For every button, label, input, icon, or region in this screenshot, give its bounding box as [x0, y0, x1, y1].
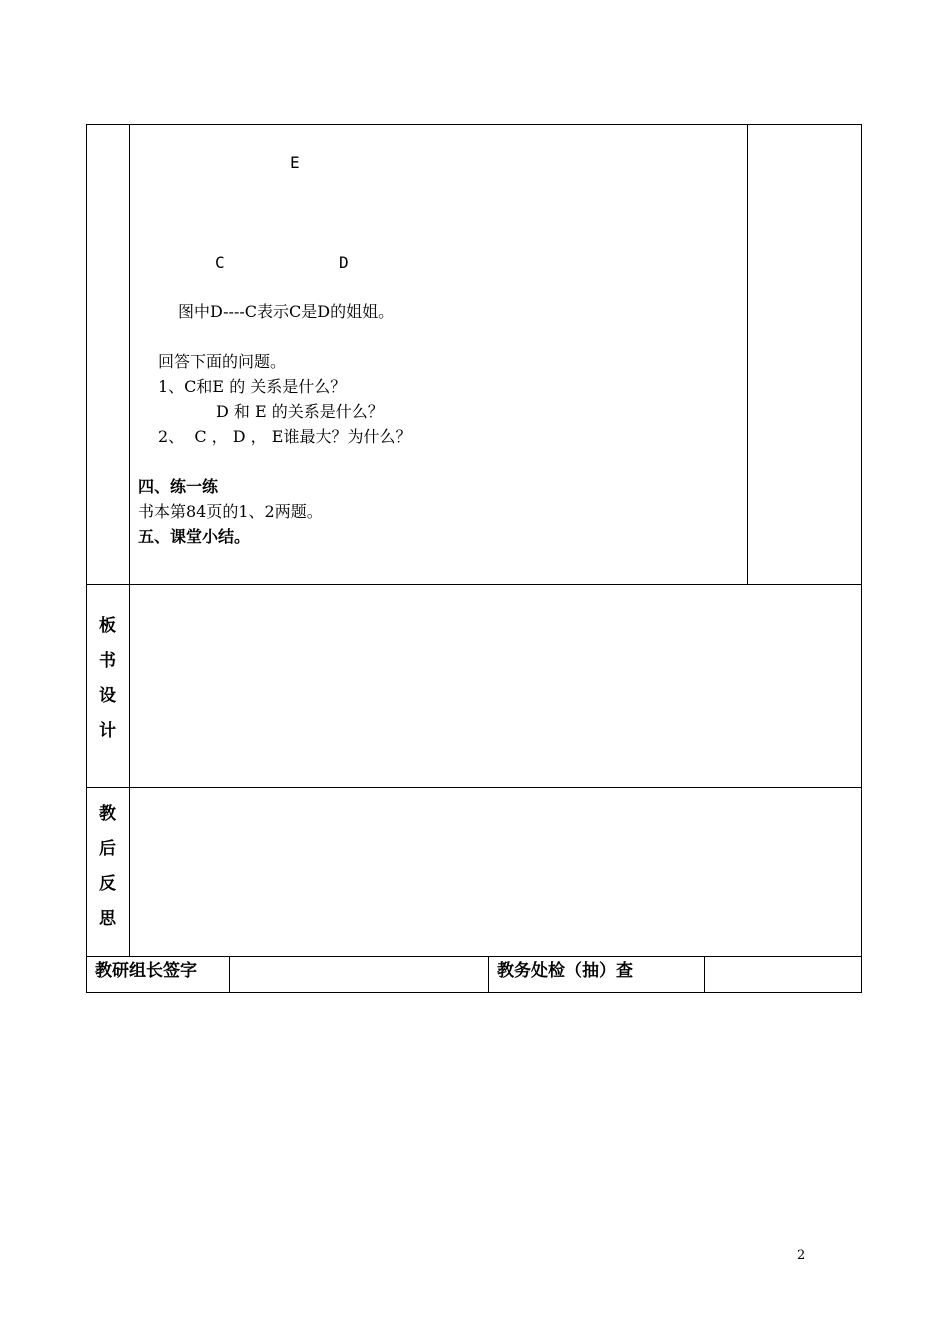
- office-check-label: 教务处检（抽）查: [497, 961, 633, 981]
- leader-signature-label: 教研组长签字: [95, 961, 197, 981]
- board-design-char: 书: [99, 651, 116, 671]
- board-design-char: 设: [99, 686, 116, 706]
- reflection-char: 教: [99, 804, 116, 824]
- diagram-explanation: 图中D----C表示C是D的姐姐。: [178, 302, 395, 321]
- diagram-label-e: E: [290, 153, 300, 172]
- reflection-char: 思: [99, 909, 116, 929]
- reflection-label: [86, 797, 129, 937]
- page-number: 2: [797, 1248, 806, 1263]
- column-divider: [704, 956, 705, 993]
- row-divider: [86, 787, 862, 788]
- question-2: 2、 C ， D ， E谁最大？为什么？: [158, 427, 412, 446]
- question-prompt: 回答下面的问题。: [158, 352, 287, 371]
- column-divider: [747, 124, 748, 584]
- reflection-char: 反: [99, 874, 116, 894]
- diagram-label-d: D: [339, 253, 349, 272]
- section-4-title: 四、练一练: [138, 477, 219, 496]
- board-design-char: 板: [99, 616, 116, 636]
- lesson-plan-table: [86, 124, 862, 993]
- board-design-label: [86, 609, 129, 749]
- column-divider: [229, 956, 230, 993]
- row-divider: [86, 584, 862, 585]
- diagram-label-c: C: [215, 253, 225, 272]
- row-divider: [86, 956, 862, 957]
- reflection-char: 后: [99, 839, 116, 859]
- column-divider: [488, 956, 489, 993]
- section-4-text: 书本第84页的1、2两题。: [138, 502, 323, 521]
- question-1b: D 和 E 的关系是什么？: [216, 402, 384, 421]
- board-design-char: 计: [99, 721, 116, 741]
- question-1a: 1、C和E 的 关系是什么？: [158, 377, 347, 396]
- column-divider: [129, 124, 130, 956]
- section-5-title: 五、课堂小结。: [138, 527, 251, 546]
